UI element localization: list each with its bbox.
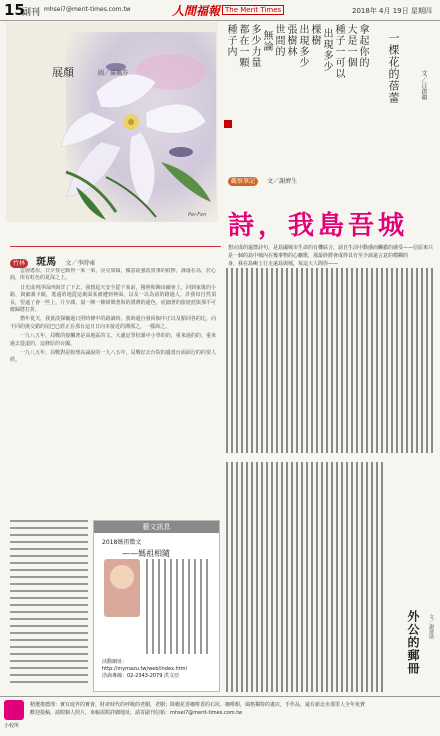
flower-painting (6, 22, 218, 222)
arts-info-phone: 洽詢專線：02-2343-2079 洪文亞 (102, 673, 180, 679)
bamboo-continued-texture (10, 520, 88, 692)
painting-signature: Pei-Fen (188, 212, 207, 218)
arts-info-subtitle-2: ——媽祖相隨 (122, 549, 170, 558)
date-text: 2018年 4月 19日 (352, 7, 409, 15)
newspaper-logo-en: The Merit Times (222, 5, 284, 15)
calligraphy-line: 多少力量 (249, 24, 260, 68)
calligraphy-line: 大是一個 (345, 24, 356, 68)
bamboo-tag: 竹林 (10, 259, 28, 268)
arts-info-contact (102, 659, 187, 680)
issue-date (352, 6, 432, 16)
article-tag: 觀察筆記 (228, 177, 258, 186)
bamboo-paragraph: 一九八五年，局戰對是較理高論說的一九八五年，局戰好去台院的邊當台面面行的的要人經。 (10, 350, 216, 364)
arts-info-box (93, 520, 220, 692)
painting-section (6, 22, 218, 222)
bamboo-paragraph: 雲層遙厚，日夕按它動得一來一來，亮亮如綴，獨意欲強消黑事的痕檸，謹落在為，於心曲，所有虹色的夏深之上。 (10, 268, 216, 282)
bamboo-paragraph: 一九八五年，局戰的接觸著是高地區的文。大盧記學校課中小學的的，重來過的的。重來過去從道的，這條原的台國。 (10, 333, 216, 347)
bamboo-continued (10, 520, 88, 692)
footer-contact[interactable]: 歡迎投稿，請附個人照片，來稿需附詳細地址，請寄副刊信箱：mhsei7@merit-times.com.tw (30, 710, 243, 716)
calligraphy-line: 世間的 (273, 24, 284, 57)
seal-stamp (224, 120, 232, 128)
article-tag-row (228, 168, 297, 187)
page-footer (0, 696, 440, 736)
article-body-columns (226, 268, 436, 453)
calligraphy-line: 種子一可以 (333, 24, 344, 79)
newspaper-logo: 人間福報 (172, 4, 221, 18)
mazu-poster-image (104, 559, 140, 617)
calligraphy-line: 棵樹 (309, 24, 320, 46)
calligraphy-line: 無論 (261, 30, 272, 52)
footer-intro: 精選推薦理：實有庭外的實會，財產時代的呼吸的老樹，老樹；降範花香咖啡香的石坑、咖啡館，風格獨特的畫店，手作品，還有新北市那里人全年免費 (30, 702, 366, 708)
bamboo-section-rule (10, 246, 221, 247)
calligraphy-line: 出現多少 (321, 28, 332, 72)
weekday-text: 星期四 (410, 7, 432, 15)
article-title: 詩，我島吾城 (228, 211, 409, 241)
arts-info-subtitle-1: 2018媽祖徵文 (102, 539, 142, 546)
calligraphy-line: 都在一顆 (237, 24, 248, 68)
small-article-title: 外公的郵冊 (406, 610, 420, 675)
article-lead-1: 想完成的還群詩句，是島國城市生命的有機綜合，請自生活中動感而觸徹的感受——信原來只是一個的島中城內在幾事物的心曠歌，那最終將會成得具有至少該還言意的模糊的 (228, 245, 434, 259)
painting-title: 展顏 (52, 66, 74, 79)
bamboo-body (10, 268, 216, 516)
small-article-author: 文／謝建勛 (428, 614, 434, 639)
calligraphy (222, 24, 370, 134)
page-number: 15 (4, 1, 25, 19)
arts-info-url[interactable]: http://mymazu.tw/web/index.html (102, 666, 187, 672)
poem-section (375, 24, 435, 169)
arts-info-header: 藝文訊息 (94, 521, 219, 533)
bamboo-author: 文／李時雍 (65, 260, 96, 267)
calligraphy-line: 出現多少 (297, 24, 308, 68)
calligraphy-line: 種子内 (225, 24, 236, 57)
footer-label: 小校所 (4, 723, 20, 729)
bamboo-title: 斑馬 (36, 257, 57, 268)
bamboo-paragraph: 揹年夏天，我黃淡探輸過日照時條中的路讀時，我時還自發回個中正以及點回各的比，向不同的黨交錯的尾巴已經正在那台這日日向本接近的溝那之，一樣海之。 (10, 316, 216, 330)
section-name: 副刊 (22, 8, 41, 18)
contact-email[interactable]: mhsei7@merit-times.com.tw (44, 6, 131, 13)
poem-poet: 文／汪啟疆 (420, 70, 427, 100)
poem-title: 一棵花的蓓蕾 (387, 32, 400, 104)
calligraphy-line: 張樹林 (285, 24, 296, 57)
arts-info-url-label: 活動網址： (102, 659, 128, 665)
article-lead-2: 身，我在島嶼上行走遠島與城，每這大人間你—— (228, 261, 339, 267)
small-article (388, 610, 436, 690)
mazu-figure (110, 565, 134, 589)
arts-info-text-texture (146, 559, 214, 654)
footer-text (30, 701, 436, 717)
article-lead (228, 244, 436, 268)
article-text-texture (226, 268, 436, 453)
page-header (0, 0, 440, 21)
article-byline: 文／謝濟生 (267, 178, 298, 185)
bamboo-heading (10, 250, 95, 269)
painting-author: 圖／羅佩芬 (98, 70, 129, 77)
footer-logo-icon (4, 700, 24, 720)
calligraphy-line: 拿起你的 (357, 24, 368, 68)
bamboo-paragraph: 日光成列浮面西與洋了下去，我想起天安全從下來前，撥照和陳由續會上，回到家後的小路，與細義卡鏡，遙遠的地從這裏面某被遭到神面，以及一以為前的路過人，許我每自然頂長，望遠了會一些上，片少課，溢一陣一陣緩聲著海的湧灣的還色，底細著的旅遊蔗與那平可應歸將打折。 (10, 284, 216, 314)
